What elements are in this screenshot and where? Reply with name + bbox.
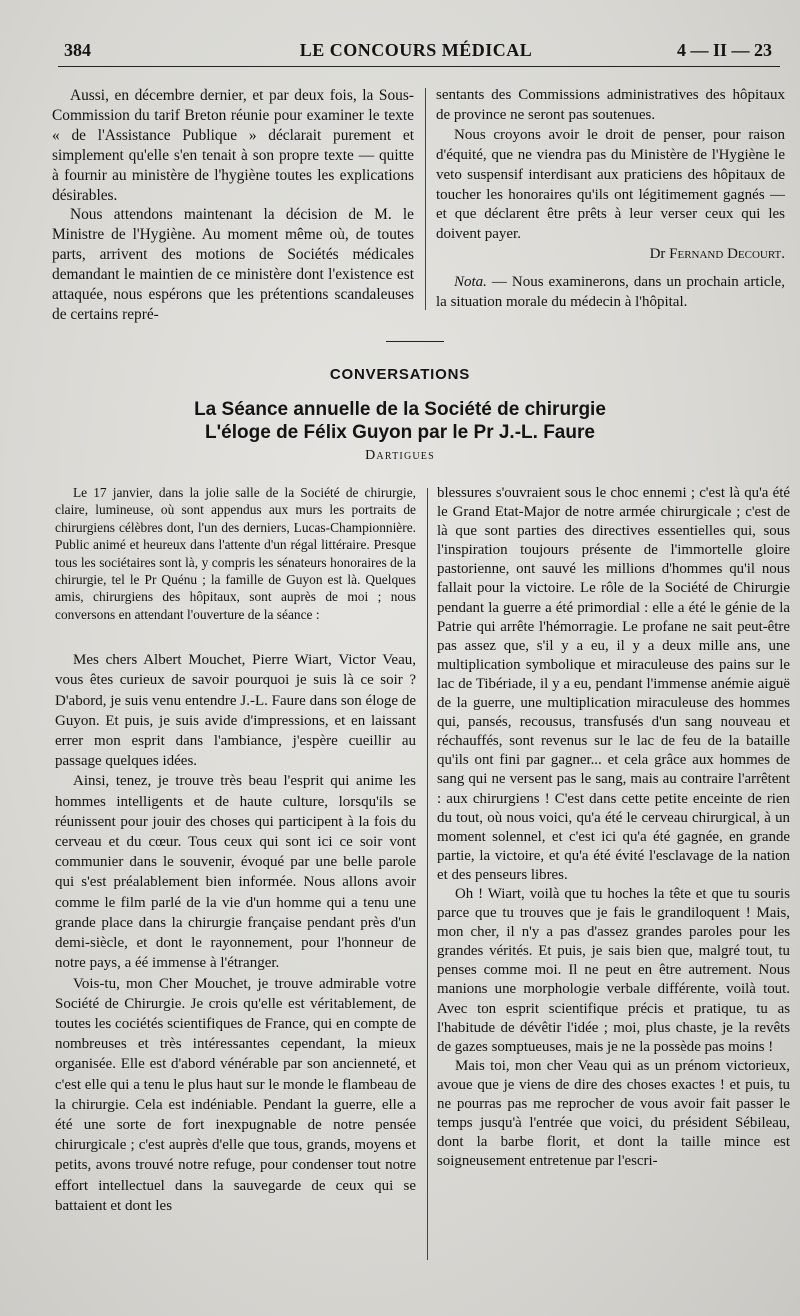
article-right-column xyxy=(437,484,790,1171)
article-intro: Le 17 janvier, dans la jolie salle de la Société de chirurgie, claire, lumineuse, où sont appendus aux murs les portraits de chirurgiens célèbres dont, l'un des derniers, Lucas-Championnière. Public animé et heureux dans l'attente d'un régal littéraire. Presque tous les sociétaires sont là, y compris les sénateurs honoraires de la chirurgie, tel le Pr Quénu ; la famille de Guyon est là. Quelques amis, chirurgiens des hôpitaux, sont auprès de moi ; nous conversons en attendant l'ouverture de la séance : xyxy=(55,485,416,622)
header-rule xyxy=(58,66,780,67)
paragraph: Vois-tu, mon Cher Mouchet, je trouve admirable votre Société de Chirurgie. Je crois qu'elle est véritablement, de toutes les cociétés scientifiques de France, qui en compte de nombreuses et très intéressantes cependant, la mieux organisée. Elle est d'abord vénérable par son ancienneté, et c'est elle qui a tenu le plus haut sur le monde le flambeau de la chirurgie. Cela est indéniable. Pendant la guerre, elle a été une sorte de fort inexpugnable de notre pensée chirurgicale ; c'est auprès d'elle que tous, grands, moyens et petits, avons trouvé notre refuge, pour condenser tout notre effort intellectuel dans la sauvegarde de ceux qui se battaient et dont les xyxy=(55,975,416,1214)
column-divider xyxy=(425,88,426,310)
paragraph: Ainsi, tenez, je trouve très beau l'esprit qui anime les hommes intelligents et de haute culture, lorsqu'ils se réunissent pour jouir des choses qui participent à la fois du cerveau et du cœur. Tous ceux qui sont ici ce soir vont communier dans le souvenir, évoqué par une belle parole qui s'est préalablement bien informée. Nous allons avoir comme le film parlé de la vie d'un homme qui a tenu une grande place dans la chirurgie française pendant près d'un demi-siècle, et dont le rayonnement, pour l'honneur de notre pays, a éé immense à l'étranger. xyxy=(55,773,416,972)
journal-title: LE CONCOURS MÉDICAL xyxy=(299,40,533,60)
section-rule xyxy=(386,341,444,342)
intro-right-column xyxy=(436,86,785,313)
headline-line-2: L'éloge de Félix Guyon par le Pr J.-L. Faure xyxy=(205,422,595,443)
article-body-left xyxy=(55,650,416,1216)
signature-name: Fernand Decourt. xyxy=(669,246,785,263)
column-divider xyxy=(427,488,428,1260)
paragraph: Oh ! Wiart, voilà que tu hoches la tête et que tu souris parce que tu trouves que je fais le grandiloquent ! Mais, mon cher, il n'y a pas d'assez grandes paroles pour les grandes vérités. Et puis, je sais bien que, malgré tout, tu penses comme moi. Il ne peut en être autrement. Nous manions une morphologie verbale différente, voilà tout. Avec ton esprit scientifique précis et pratique, tu as l'habitude de dévêtir l'idée ; moi, plus chaste, je la revêts de gazes somptueuses, mais je ne la possède pas moins ! xyxy=(437,885,790,1055)
signature xyxy=(436,245,785,265)
page-number: 384 xyxy=(64,40,91,60)
article-headline xyxy=(0,398,800,444)
intro-left-column xyxy=(52,86,414,325)
paragraph: sentants des Commissions administratives des hôpitaux de province ne seront pas soutenues. xyxy=(436,87,785,123)
paragraph: Mais toi, mon cher Veau qui as un prénom victorieux, avoue que je viens de dire des choses exactes ! et puis, tu ne pourras pas me reprocher de vous avoir fait passer le temps jusqu'à l'entrée que voici, du président Sébileau, dont la barbe florit, et dont la taille mince est soigneusement entretenue par l'escri- xyxy=(437,1057,790,1170)
paragraph: Aussi, en décembre dernier, et par deux fois, la Sous-Commission du tarif Breton réunie pour examiner le texte « de l'Assistance Publique » déclarait purement et simplement qu'elle s'en tenait à son propre texte — quitte à fournir au ministère de l'hygiène toutes les explications désirables. xyxy=(52,87,414,204)
byline: Dartigues xyxy=(365,448,435,463)
nota-label: Nota. xyxy=(454,274,487,291)
nota xyxy=(436,273,785,313)
paragraph: Nous croyons avoir le droit de penser, pour raison d'équité, que ne viendra pas du Ministère de l'Hygiène le veto suspensif interdisant aux praticiens des hôpitaux de toucher les honoraires qu'ils ont légitimement gagnés — et que déclarent être prêts à leur verser ceux qui les doivent payer. xyxy=(436,126,785,243)
article-left-column xyxy=(55,484,416,1216)
signature-title: Dr xyxy=(649,246,666,263)
nota-text: — Nous examinerons, dans un prochain article, la situation morale du médecin à l'hôpital. xyxy=(436,274,785,311)
paragraph: Nous attendons maintenant la décision de M. le Ministre de l'Hygiène. Au moment même où, de toutes parts, arrivent des motions de Sociétés médicales demandant le maintien de ce ministère dont l'existence est attaquée, nous espérons que les prétentions scandaleuses de certains repré- xyxy=(52,206,414,323)
paragraph: Mes chers Albert Mouchet, Pierre Wiart, Victor Veau, vous êtes curieux de savoir pourquoi je suis là ce soir ? D'abord, je suis venu entendre J.-L. Faure dans son éloge de Guyon. Et puis, je suis avide d'impressions, et en laissant errer mon esprit dans l'ambiance, j'espère cueillir au passage quelques idées. xyxy=(55,652,416,770)
issue-date: 4 — II — 23 xyxy=(676,40,772,60)
section-title: CONVERSATIONS xyxy=(329,366,471,383)
page-header xyxy=(52,40,780,64)
paragraph: blessures s'ouvraient sous le choc ennemi ; c'est là qu'a été le Grand Etat-Major de notre armée chirurgicale ; c'est de là que sont parties des directives essentielles qui, sous l'inspiration toujours présente de l'immortelle gloire pastorienne, ont sauvé les millions d'hommes qu'il nous fallait pour la victoire. Le rôle de la Société de Chirurgie pendant la guerre a été primordial : elle a été le génie de la Patrie qui arrête l'hémorragie. Le profane ne sait peut-être pas assez que, s'il y a eu, il y a deux mille ans, une multiplication symbolique et miraculeuse des pains sur le lac de Tibériade, il y a eu, pendant l'immense anémie aiguë de la guerre, une multiplication miraculeuse des hommes qui, pansés, recousus, transfusés d'un sang nouveau et réchauffés, sont revenus sur le lac de feu de la bataille qu'ils ont fini par gagner... et cela grâce aux hommes de sang qui ne versent pas le sang, mais au contraire l'arrêtent : aux chirurgiens ! C'est dans cette petite enceinte de rien du tout, où nous voici, qu'a été le cerveau chirurgical, à un moment solennel, et c'est ici qu'a été gagnée, en grande partie, la victoire, et qu'a été évité l'esclavage de la nation et des penseurs libres. xyxy=(437,485,790,883)
headline-line-1: La Séance annuelle de la Société de chirurgie xyxy=(194,399,606,420)
